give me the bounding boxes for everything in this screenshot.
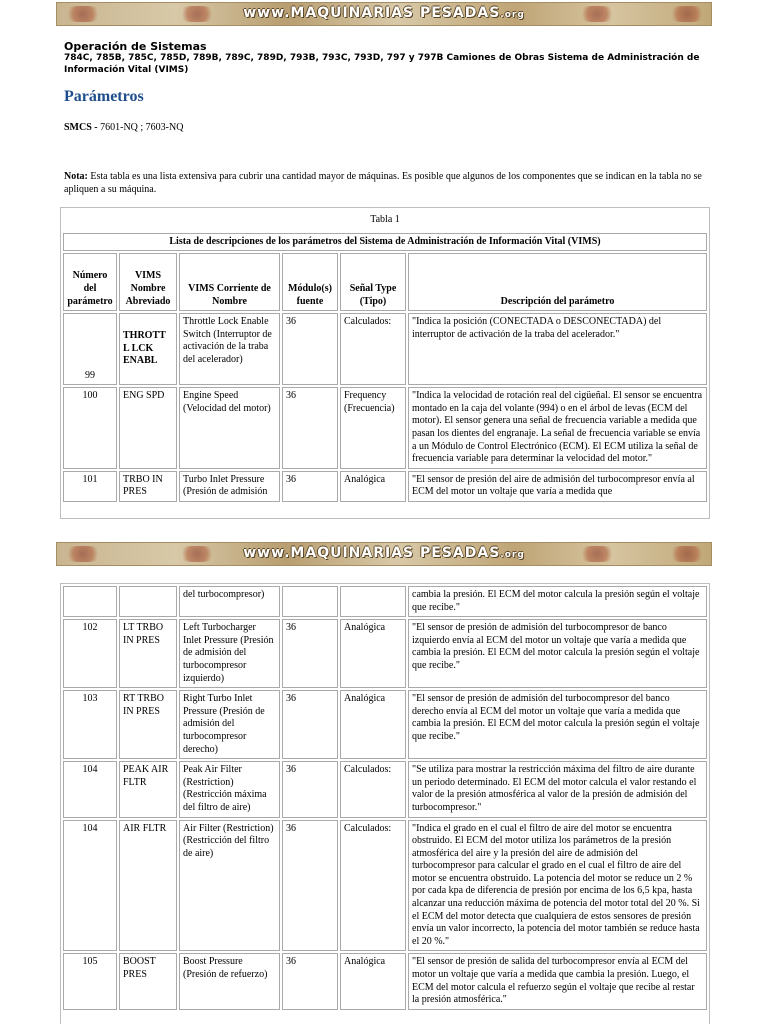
header-num: Número del parámetro — [63, 253, 117, 311]
header-signal: Señal Type (Tipo) — [340, 253, 406, 311]
table-row: 104 AIR FLTR Air Filter (Restriction) (Restricción del filtro de aire) 36 Calculados: "Indica el grado en el cual el filtro de aire del motor se encuentra obstruido. El ECM del motor utiliza los parámetros de la presión atmosférica del aire y la presión del aire de admisión del turbocompresor para calcular el grado en el cual el filtro de aire del motor se encuentra obstruido. La potencia del motor se reduce un 2 % por cada kpa de diferencia de presión por encima de los 6,5 kpa, hasta alcanzar una reducción máxima de potencia del motor total del 20 %. Si el ECM del motor detecta que cualquiera de estos sensores de presión envía un valor incorrecto, la potencia del motor también se reduce hasta el 20 %." — [63, 820, 707, 952]
parameters-table — [60, 207, 710, 519]
doc-title: Operación de Sistemas — [64, 40, 207, 53]
header-abbr: VIMS Nombre Abreviado — [119, 253, 177, 311]
table-list-title: Lista de descripciones de los parámetros del Sistema de Administración de Información Vital (VIMS) — [63, 233, 707, 252]
site-banner — [56, 2, 712, 26]
table-row: 99 THROTT L LCK ENABL Throttle Lock Enable Switch (Interruptor de activación de la traba del acelerador) 36 Calculados: "Indica la posición (CONECTADA o DESCONECTADA) del interruptor de activación de la traba del acelerador." — [63, 313, 707, 385]
table-row: del turbocompresor) cambia la presión. El ECM del motor calcula la presión según el voltaje que recibe." — [63, 586, 707, 617]
table-row: 100 ENG SPD Engine Speed (Velocidad del motor) 36 Frequency (Frecuencia) "Indica la velocidad de rotación real del cigüeñal. El sensor se encuentra montado en la caja del volante (994) o en el árbol de levas (ECM del motor). El sensor genera una señal de frecuencia variable a medida que pasan los dientes del engranaje. La señal de frecuencia variable se envía a un Módulo de Control Electrónico (ECM). El ECM utiliza la señal de frecuencia variable para determinar la velocidad del motor." — [63, 387, 707, 469]
smcs-code: SMCS - 7601-NQ ; 7603-NQ — [64, 122, 184, 133]
table-caption: Tabla 1 — [370, 214, 400, 225]
site-banner — [56, 542, 712, 566]
header-module: Módulo(s) fuente — [282, 253, 338, 311]
header-name: VIMS Corriente de Nombre — [179, 253, 280, 311]
doc-subtitle: 784C, 785B, 785C, 785D, 789B, 789C, 789D, 793B, 793C, 793D, 797 y 797B Camiones de Obras Sistema de Administración de Información Vital (VIMS) — [64, 53, 700, 75]
site-logo: www.MAQUINARIAS PESADAS.org — [243, 545, 525, 561]
table-row: 101 TRBO IN PRES Turbo Inlet Pressure (Presión de admisión 36 Analógica "El sensor de presión del aire de admisión del turbocompresor envía al ECM del motor un voltaje que varía a medida que — [63, 471, 707, 502]
table-row: 105 BOOST PRES Boost Pressure (Presión de refuerzo) 36 Analógica "El sensor de presión de salida del turbocompresor envía al ECM del motor un voltaje que varía a medida que cambia la presión. Luego, el ECM del motor calcula el refuerzo según el voltaje que recibe al restar la presión atmosférica." — [63, 953, 707, 1009]
table-row: 102 LT TRBO IN PRES Left Turbocharger Inlet Pressure (Presión de admisión del turbocompresor izquierdo) 36 Analógica "El sensor de presión de admisión del turbocompresor de banco izquierdo envía al ECM del motor un voltaje que varía a medida que cambia la presión. El ECM del motor calcula la presión según el voltaje que recibe." — [63, 619, 707, 688]
site-logo: www.MAQUINARIAS PESADAS.org — [243, 5, 525, 21]
table-row: 104 PEAK AIR FLTR Peak Air Filter (Restriction) (Restricción máxima del filtro de aire) 36 Calculados: "Se utiliza para mostrar la restricción máxima del filtro de aire durante un periodo determinado. El ECM del motor calcula el valor restando el valor de la presión atmosférica al valor de la presión de admisión del turbocompresor." — [63, 761, 707, 817]
table-row: 103 RT TRBO IN PRES Right Turbo Inlet Pressure (Presión de admisión del turbocompresor derecho) 36 Analógica "El sensor de presión de admisión del turbocompresor del banco derecho envía al ECM del motor un voltaje que varía a medida que cambia la presión. El ECM del motor calcula la presión según el voltaje que recibe." — [63, 690, 707, 759]
page-heading: Parámetros — [64, 88, 144, 105]
parameters-table-continued — [60, 583, 710, 1024]
header-desc: Descripción del parámetro — [408, 253, 707, 311]
note-text: Nota: Esta tabla es una lista extensiva para cubrir una cantidad mayor de máquinas. Es posible que algunos de los componentes que se indican en la tabla no se apliquen a su máquina. — [64, 171, 702, 195]
